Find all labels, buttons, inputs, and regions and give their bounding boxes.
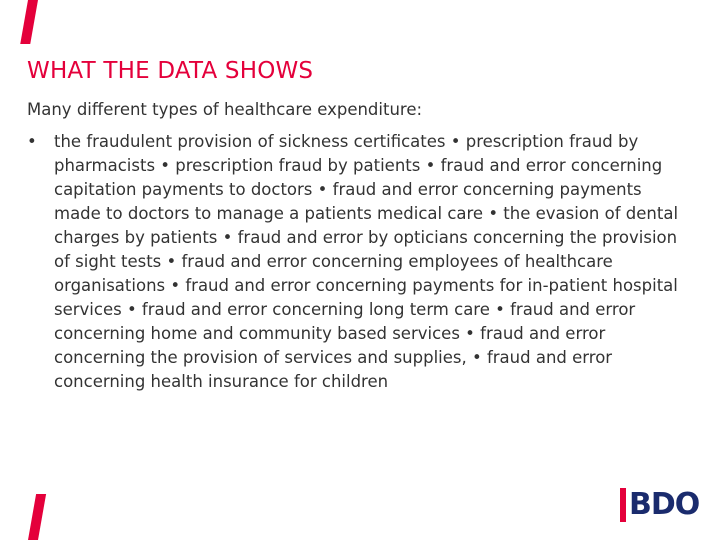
logo-text: BDO	[629, 487, 700, 522]
slide-title: WHAT THE DATA SHOWS	[27, 58, 314, 84]
bullet-list	[27, 130, 693, 394]
top-accent-bar	[20, 0, 38, 44]
intro-text: Many different types of healthcare expenditure:	[27, 100, 423, 119]
bullet-icon: •	[27, 132, 37, 151]
bottom-accent-bar	[28, 494, 46, 540]
bullet-item	[27, 130, 693, 394]
logo-bar-icon	[620, 488, 626, 522]
bullet-text: the fraudulent provision of sickness certificates • prescription fraud by pharmacists • prescription fraud by patients • fraud and error concerning capitation payments to doctors • fraud and error concerning payments made to doctors to manage a patients medical care • the evasion of dental charges by patients • fraud and error by opticians concerning the provision of sight tests • fraud and error concerning employees of healthcare organisations • fraud and error concerning payments for in-patient hospital services • fraud and error concerning long term care • fraud and error concerning home and community based services • fraud and error concerning the provision of services and supplies, • fraud and error concerning health insurance for children	[54, 132, 679, 391]
bdo-logo	[620, 488, 699, 522]
